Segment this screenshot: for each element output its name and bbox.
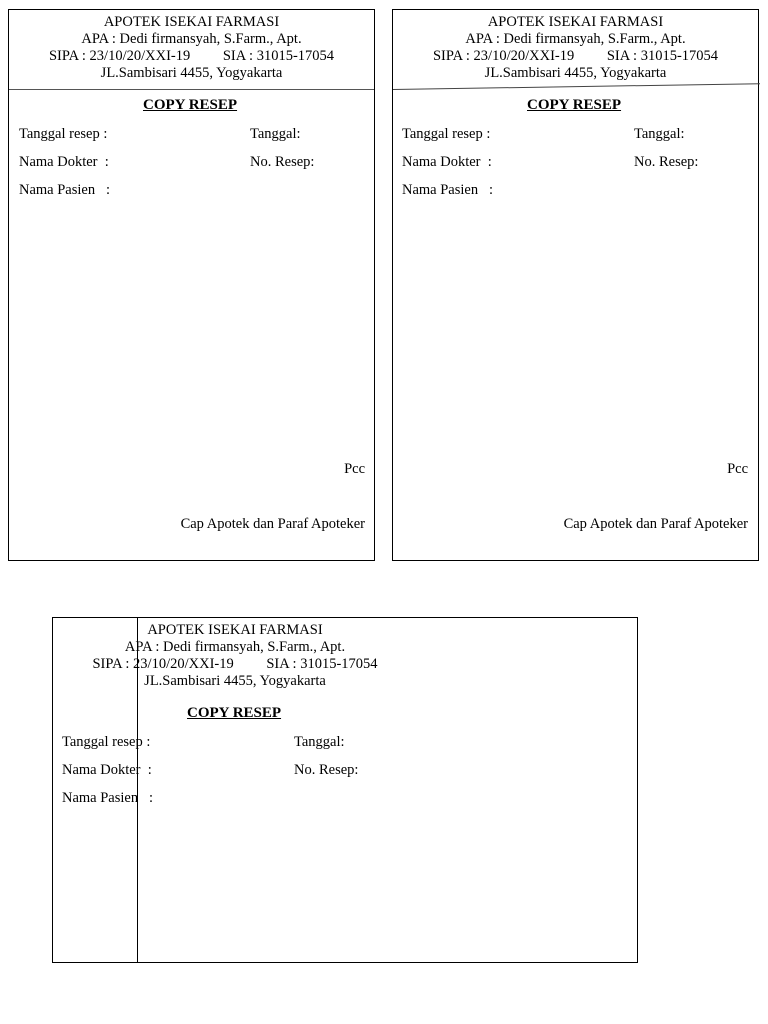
header-divider: [393, 83, 760, 90]
pharmacy-header: [53, 618, 417, 690]
no-resep-label: No. Resep:: [294, 762, 359, 778]
tanggal-label: Tanggal:: [634, 126, 685, 142]
license-line: [9, 48, 374, 65]
header-divider: [9, 89, 374, 90]
pharmacist-apa: APA : Dedi firmansyah, S.Farm., Apt.: [81, 31, 302, 47]
pharmacy-address: JL.Sambisari 4455, Yogyakarta: [144, 673, 326, 689]
copy-resep-card-2: [392, 9, 759, 561]
nama-pasien-label: Nama Pasien :: [402, 182, 494, 198]
sipa-number: SIPA : 23/10/20/XXI-19: [432, 48, 575, 64]
no-resep-label: No. Resep:: [634, 154, 699, 170]
pharmacy-name: APOTEK ISEKAI FARMASI: [487, 14, 664, 30]
sia-number: SIA : 31015-17054: [266, 656, 378, 672]
document-title: COPY RESEP: [143, 97, 238, 113]
tanggal-resep-label: Tanggal resep :: [62, 734, 151, 750]
nama-dokter-label: Nama Dokter :: [402, 154, 492, 170]
pharmacist-apa: APA : Dedi firmansyah, S.Farm., Apt.: [124, 639, 346, 655]
sipa-number: SIPA : 23/10/20/XXI-19: [48, 48, 191, 64]
tanggal-resep-label: Tanggal resep :: [402, 126, 491, 142]
pharmacist-apa: APA : Dedi firmansyah, S.Farm., Apt.: [465, 31, 686, 47]
nama-pasien-label: Nama Pasien :: [62, 790, 154, 806]
pcc-label: Pcc: [344, 461, 365, 477]
tanggal-resep-label: Tanggal resep :: [19, 126, 108, 142]
copy-resep-card-3: [52, 617, 638, 963]
license-line: [53, 656, 417, 673]
stamp-signature-label: Cap Apotek dan Paraf Apoteker: [563, 516, 748, 532]
tanggal-label: Tanggal:: [294, 734, 345, 750]
pharmacy-address: JL.Sambisari 4455, Yogyakarta: [100, 65, 283, 81]
copy-resep-card-1: [8, 9, 375, 561]
pharmacy-name: APOTEK ISEKAI FARMASI: [103, 14, 280, 30]
pharmacy-address: JL.Sambisari 4455, Yogyakarta: [484, 65, 667, 81]
stamp-signature-label: Cap Apotek dan Paraf Apoteker: [180, 516, 365, 532]
pcc-label: Pcc: [727, 461, 748, 477]
sia-number: SIA : 31015-17054: [606, 48, 719, 64]
nama-dokter-label: Nama Dokter :: [19, 154, 109, 170]
no-resep-label: No. Resep:: [250, 154, 315, 170]
nama-pasien-label: Nama Pasien :: [19, 182, 111, 198]
sia-number: SIA : 31015-17054: [222, 48, 335, 64]
pharmacy-name: APOTEK ISEKAI FARMASI: [147, 622, 323, 638]
license-line: [393, 48, 758, 65]
nama-dokter-label: Nama Dokter :: [62, 762, 152, 778]
document-title: COPY RESEP: [527, 97, 622, 113]
pharmacy-header: [393, 10, 758, 82]
pharmacy-header: [9, 10, 374, 82]
sipa-number: SIPA : 23/10/20/XXI-19: [92, 656, 234, 672]
document-title: COPY RESEP: [187, 705, 282, 721]
tanggal-label: Tanggal:: [250, 126, 301, 142]
